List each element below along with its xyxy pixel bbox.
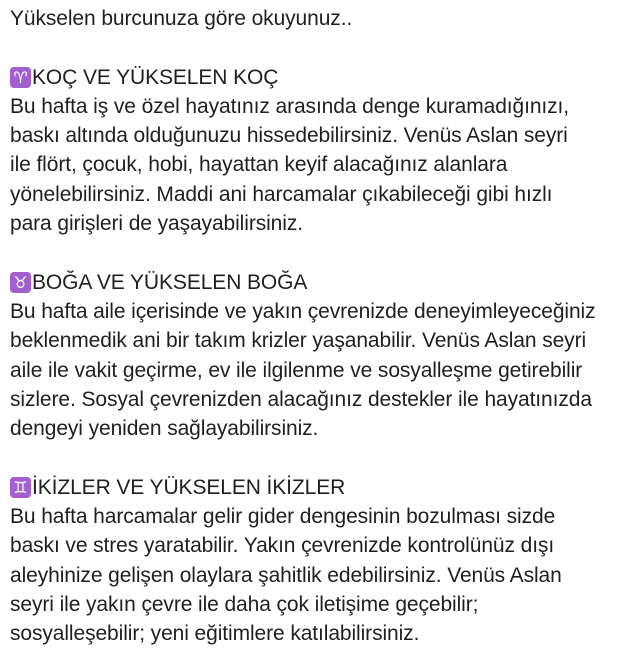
section-gemini: [10, 473, 620, 649]
paragraph-line: baskı ve stres yaratabilir. Yakın çevrenizde kontrolünüz dışı: [10, 534, 555, 558]
aries-icon: ♈: [10, 67, 31, 88]
paragraph-line: sosyalleşebilir; yeni eğitimlere katılabilirsiniz.: [10, 622, 420, 646]
paragraph-line: aile ile vakit geçirme, ev ile ilgilenme ve sosyalleşme getirebilir: [10, 358, 583, 382]
paragraph-line: seyri ile yakın çevre ile daha çok iletişime geçebilir;: [10, 592, 479, 616]
section-aries: [10, 63, 620, 239]
section-taurus: [10, 268, 620, 444]
gemini-icon: ♊: [10, 477, 31, 498]
section-heading: [10, 473, 620, 502]
section-title: İKİZLER VE YÜKSELEN İKİZLER: [32, 475, 346, 499]
paragraph-line: ile flört, çocuk, hobi, hayattan keyif alacağınız alanlara: [10, 153, 508, 177]
section-heading: [10, 63, 620, 92]
paragraph-line: beklenmedik ani bir takım krizler yaşanabilir. Venüs Aslan seyri: [10, 329, 587, 353]
paragraph-line: Bu hafta iş ve özel hayatınız arasında denge kuramadığınızı,: [10, 94, 570, 118]
taurus-icon: ♉: [10, 272, 31, 293]
section-title: KOÇ VE YÜKSELEN KOÇ: [32, 65, 279, 89]
paragraph-line: Bu hafta harcamalar gelir gider dengesinin bozulması sizde: [10, 505, 556, 529]
intro-text: Yükselen burcunuza göre okuyunuz..: [10, 7, 353, 30]
paragraph-line: sizlere. Sosyal çevrenizden alacağınız destekler ile hayatınızda: [10, 387, 592, 411]
section-heading: [10, 268, 620, 297]
paragraph-line: dengeyi yeniden sağlayabilirsiniz.: [10, 417, 319, 441]
paragraph-line: para girişleri de yaşayabilirsiniz.: [10, 212, 303, 236]
section-title: BOĞA VE YÜKSELEN BOĞA: [32, 270, 308, 294]
paragraph-line: Bu hafta aile içerisinde ve yakın çevrenizde deneyimleyeceğiniz: [10, 299, 596, 323]
paragraph-line: aleyhinize gelişen olaylara şahitlik edebilirsiniz. Venüs Aslan: [10, 563, 562, 587]
paragraph-line: yönelebilirsiniz. Maddi ani harcamalar çıkabileceği gibi hızlı: [10, 182, 553, 206]
paragraph-line: baskı altında olduğunuzu hissedebilirsiniz. Venüs Aslan seyri: [10, 124, 568, 148]
